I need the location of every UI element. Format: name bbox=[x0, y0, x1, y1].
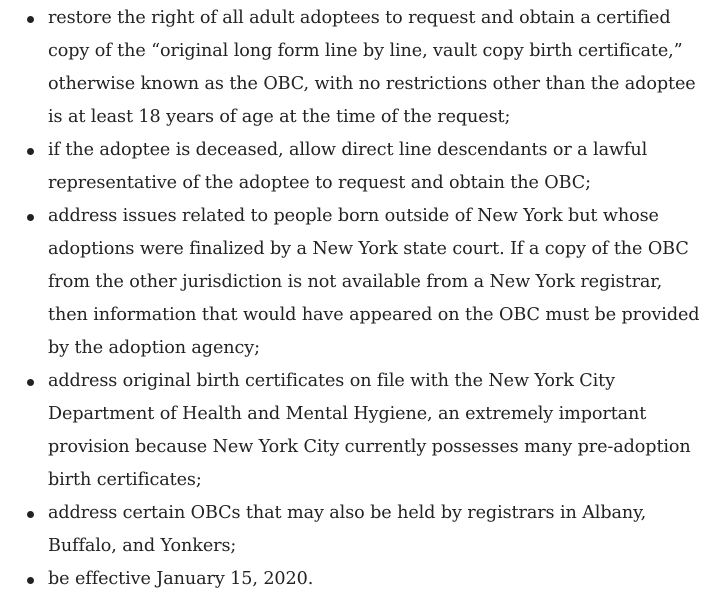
bullet-icon bbox=[27, 379, 34, 386]
list-item-text: address certain OBCs that may also be held by registrars in Albany, Buffalo, and Yonkers; bbox=[48, 503, 647, 556]
bullet-icon bbox=[27, 148, 34, 155]
list-item bbox=[48, 497, 702, 563]
bullet-icon bbox=[27, 511, 34, 518]
list-item bbox=[48, 2, 702, 134]
bullet-icon bbox=[27, 577, 34, 584]
bullet-icon bbox=[27, 16, 34, 23]
list-item bbox=[48, 200, 702, 365]
list-item-text: if the adoptee is deceased, allow direct line descendants or a lawful representative of the adoptee to request and obtain the OBC; bbox=[48, 140, 648, 193]
list-item bbox=[48, 365, 702, 497]
list-item bbox=[48, 134, 702, 200]
provision-list bbox=[0, 2, 702, 596]
list-item-text: address issues related to people born outside of New York but whose adoptions were finalized by a New York state court. If a copy of the OBC from the other jurisdiction is not available from a New York registrar, then information that would have appeared on the OBC must be provided by the adoption agency; bbox=[48, 206, 700, 358]
bullet-icon bbox=[27, 214, 34, 221]
list-item-text: be effective January 15, 2020. bbox=[48, 569, 314, 589]
list-item-text: restore the right of all adult adoptees to request and obtain a certified copy of the “original long form line by line, vault copy birth certificate,” otherwise known as the OBC, with no restrictions other than the adoptee is at least 18 years of age at the time of the request; bbox=[48, 8, 696, 127]
list-item-text: address original birth certificates on file with the New York City Department of Health and Mental Hygiene, an extremely important provision because New York City currently possesses many pre-adoption birth certificates; bbox=[48, 371, 691, 490]
list-item bbox=[48, 563, 702, 596]
